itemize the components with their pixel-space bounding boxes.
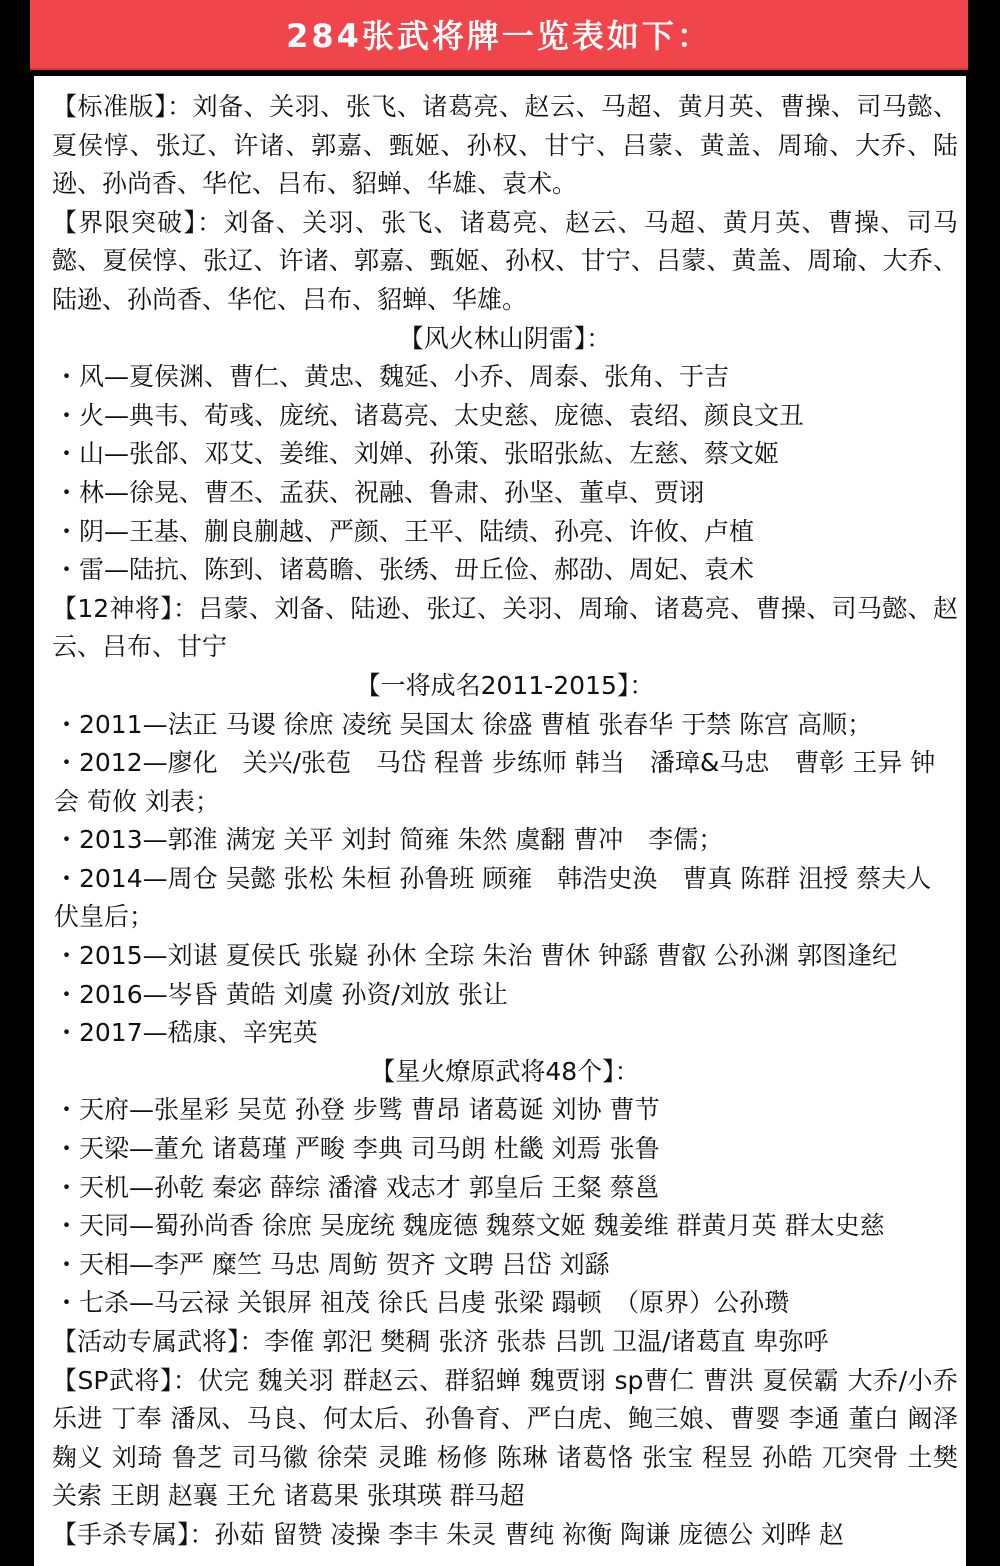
content-body (34, 76, 966, 1555)
content-panel (34, 76, 966, 1566)
yijiang-item: ・2011—法正 马谡 徐庶 凌统 吴国太 徐盛 曹植 张春华 于禁 陈宫 高顺； (54, 709, 873, 739)
activity-paragraph: 【活动专属武将】：李傕 郭汜 樊稠 张济 张恭 吕凯 卫温/诸葛直 卑弥呼 (52, 1327, 829, 1356)
xinghuo-heading: 【星火燎原武将48个】： (370, 1056, 640, 1086)
xinghuo-item: ・天府—张星彩 吴苋 孙登 步骘 曹昂 诸葛诞 刘协 曹节 (54, 1095, 660, 1125)
yijiang-item: ・2016—岑昏 黄皓 刘虞 孙资/刘放 张让 (54, 979, 508, 1009)
fenghuo-item: ・阴—王基、蒯良蒯越、严颜、王平、陆绩、孙亮、许攸、卢植 (54, 516, 755, 546)
yijiang-item: ・2014—周仓 吴懿 张松 朱桓 孙鲁班 顾雍 韩浩史涣 曹真 陈群 沮授 蔡夫人 伏皇后； (54, 863, 932, 932)
fenghuo-item: ・雷—陆抗、陈到、诸葛瞻、张绣、毌丘俭、郝劭、周妃、袁术 (54, 555, 755, 585)
shousha-paragraph: 【手杀专属】：孙茹 留赞 凌操 李丰 朱灵 曹纯 祢衡 陶谦 庞德公 刘晔 赵 (52, 1519, 844, 1549)
fenghuo-item: ・火—典韦、荀彧、庞统、诸葛亮、太史慈、庞德、袁绍、颜良文丑 (54, 400, 805, 430)
fenghuo-item: ・山—张郃、邓艾、姜维、刘婵、孙策、张昭张紘、左慈、蔡文姬 (54, 439, 780, 469)
sp-paragraph: 【SP武将】：伏完 魏关羽 群赵云、群貂蝉 魏贾诩 sp曹仁 曹洪 夏侯霸 大乔/小乔 乐进 丁奉 潘凤、马良、何太后、孙鲁育、严白虎、鲍三娘、曹婴 李通 董白 阚泽 麹义 刘琦 鲁芝 司马徽 徐荣 灵雎 杨修 陈琳 诸葛恪 张宝 程昱 孙皓 兀突骨 土樊 关索 王朗 赵襄 王允 诸葛果 张琪瑛 群马超 (52, 1365, 958, 1511)
page-title: 284张武将牌一览表如下： (286, 17, 712, 55)
yijiang-item: ・2012—廖化 关兴/张苞 马岱 程普 步练师 韩当 潘璋&马忠 曹彰 王异 钟会 荀攸 刘表； (54, 748, 936, 816)
xinghuo-item: ・天相—李严 糜竺 马忠 周鲂 贺齐 文聘 吕岱 刘繇 (54, 1249, 610, 1279)
yijiang-item: ・2015—刘谌 夏侯氏 张嶷 孙休 全琮 朱治 曹休 钟繇 曹叡 公孙渊 郭图逢纪 (54, 941, 898, 971)
fenghuo-heading: 【风火林山阴雷】： (398, 323, 612, 353)
header-banner (30, 0, 968, 70)
yijiang-item: ・2017—嵇康、辛宪英 (54, 1018, 318, 1048)
twelve-gods-paragraph: 【12神将】：吕蒙、刘备、陆逊、张辽、关羽、周瑜、诸葛亮、曹操、司马懿、赵云、吕布、甘宁 (52, 593, 958, 662)
yijiang-heading: 【一将成名2011-2015】： (355, 670, 655, 700)
xinghuo-item: ・天机—孙乾 秦宓 薛综 潘濬 戏志才 郭皇后 王粲 蔡邕 (54, 1172, 660, 1202)
xinghuo-item: ・天梁—董允 诸葛瑾 严畯 李典 司马朗 杜畿 刘焉 张鲁 (54, 1134, 660, 1164)
yijiang-item: ・2013—郭淮 满宠 关平 刘封 简雍 朱然 虞翻 曹冲 李儒； (54, 825, 724, 855)
xinghuo-item: ・天同—蜀孙尚香 徐庶 吴庞统 魏庞德 魏蔡文姬 魏姜维 群黄月英 群太史慈 (54, 1211, 885, 1241)
standard-edition-paragraph: 【标准版】：刘备、关羽、张飞、诸葛亮、赵云、马超、黄月英、曹操、司马懿、夏侯惇、张辽、许诸、郭嘉、甄姬、孙权、甘宁、吕蒙、黄盖、周瑜、大乔、陆逊、孙尚香、华佗、吕布、貂蝉、华雄、袁术。 (52, 92, 958, 199)
fenghuo-item: ・林—徐晃、曹丕、孟获、祝融、鲁肃、孙坚、董卓、贾诩 (54, 477, 705, 507)
breakthrough-paragraph: 【界限突破】：刘备、关羽、张飞、诸葛亮、赵云、马超、黄月英、曹操、司马懿、夏侯惇、张辽、许诸、郭嘉、甄姬、孙权、甘宁、吕蒙、黄盖、周瑜、大乔、陆逊、孙尚香、华佗、吕布、貂蝉、华雄。 (52, 207, 958, 314)
fenghuo-item: ・风—夏侯渊、曹仁、黄忠、魏延、小乔、周泰、张角、于吉 (54, 362, 730, 392)
xinghuo-item: ・七杀—马云禄 关银屏 祖茂 徐氏 吕虔 张梁 蹋顿 （原界）公孙瓒 (54, 1288, 790, 1318)
